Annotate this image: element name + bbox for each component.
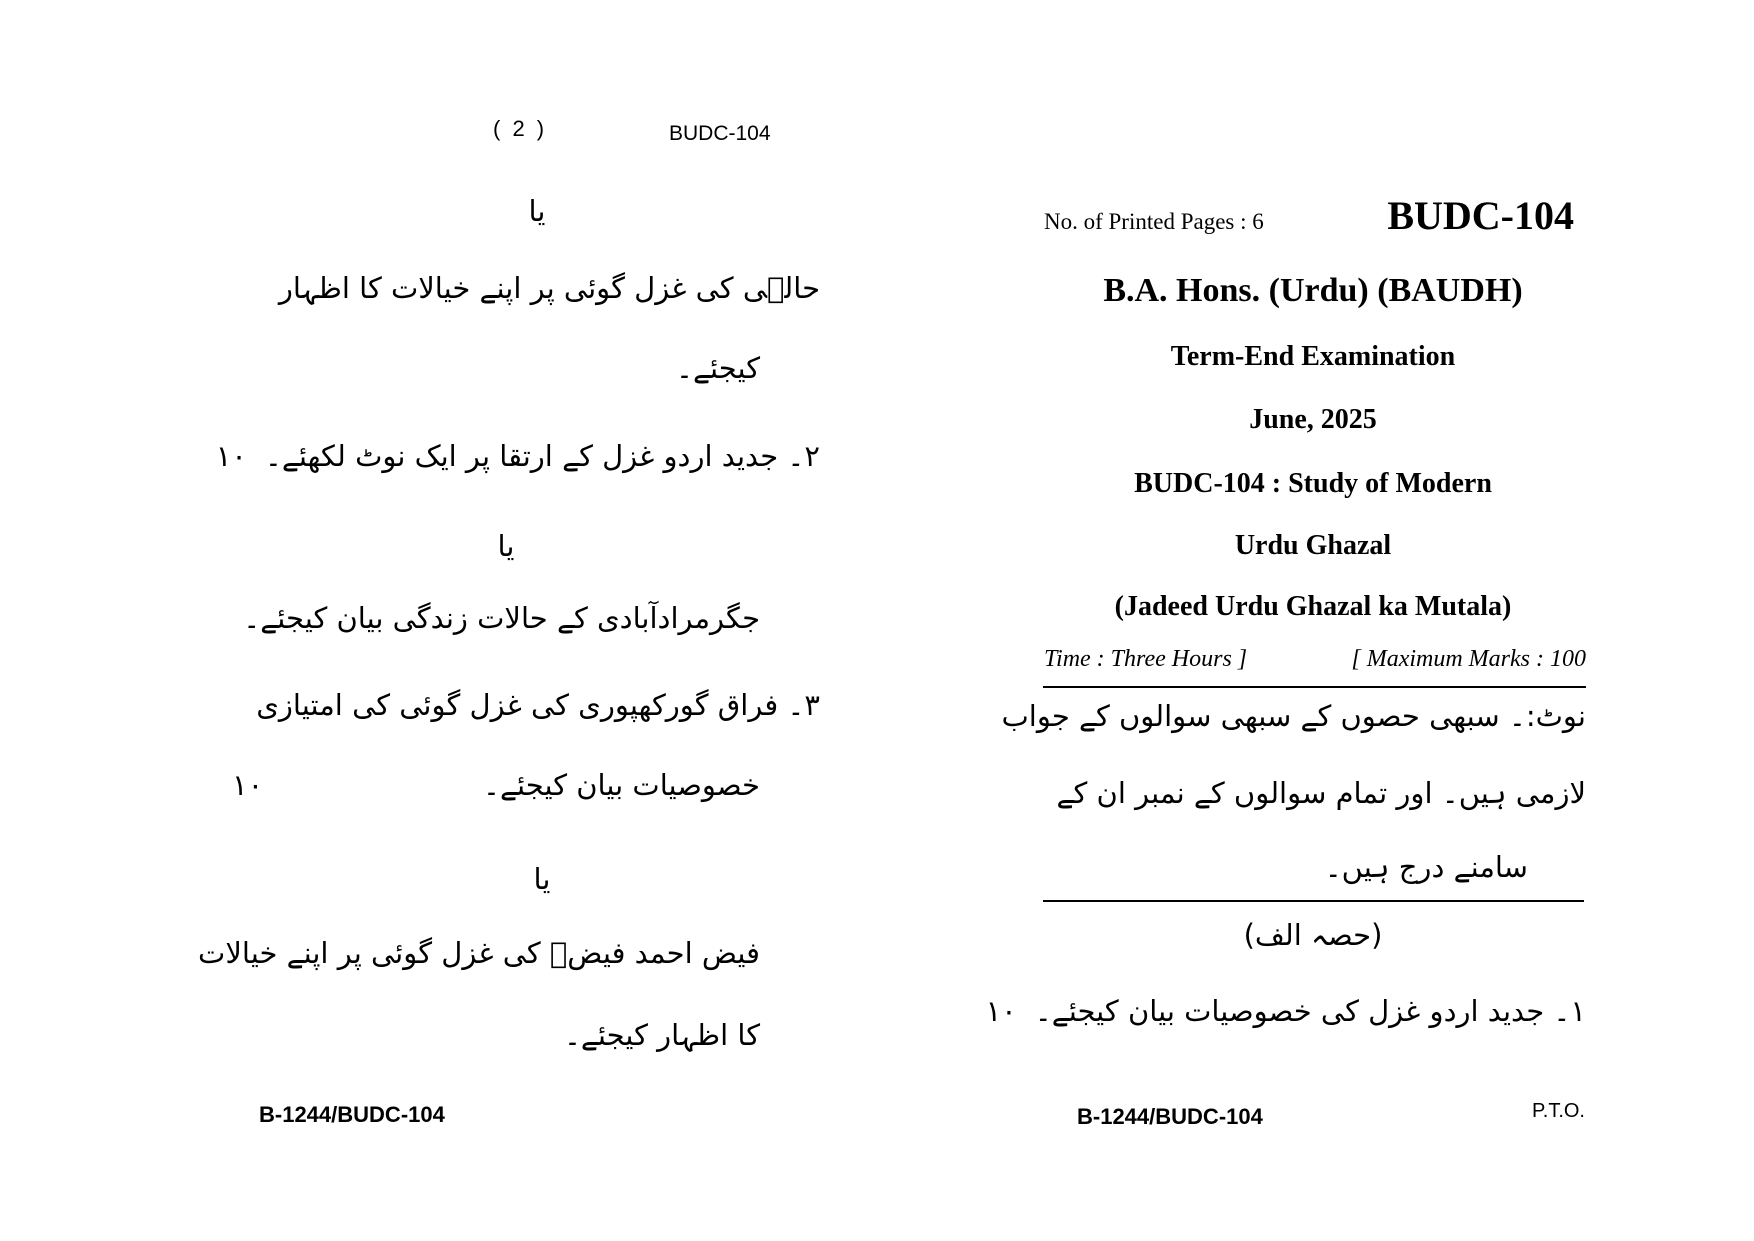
question-1-row: [985, 994, 1586, 1029]
footer-code: B-1244/BUDC-104: [259, 1102, 445, 1127]
or-divider: یا: [528, 194, 546, 228]
time-marks-row: [1044, 646, 1586, 673]
question-2-row: [215, 439, 820, 474]
please-turn-over: P.T.O.: [1532, 1100, 1585, 1122]
question-line: کیجئے۔: [675, 351, 760, 385]
instructions-line: سامنے درج ہیں۔: [1324, 850, 1528, 884]
instructions-line: لازمی ہیں۔ اور تمام سوالوں کے نمبر ان کے: [1056, 776, 1586, 810]
course-title: Urdu Ghazal: [1234, 530, 1392, 561]
question-1: ١۔ جدید اردو غزل کی خصوصیات بیان کیجئے۔: [1034, 994, 1586, 1028]
exam-title: Term-End Examination: [1170, 341, 1456, 372]
course-title: BUDC-104 : Study of Modern: [1134, 468, 1492, 499]
course-title-urdu-transliteration: (Jadeed Urdu Ghazal ka Mutala): [1114, 591, 1512, 622]
question-1-marks: ١٠: [985, 994, 1017, 1028]
question-line: خصوصیات بیان کیجئے۔: [483, 768, 760, 802]
question-3-marks: ١٠: [232, 768, 264, 802]
or-divider: یا: [533, 862, 551, 896]
or-divider: یا: [497, 529, 515, 563]
question-line: کا اظہار کیجئے۔: [563, 1018, 760, 1052]
instructions-line: نوٹ:۔ سبھی حصوں کے سبھی سوالوں کے جواب: [1001, 699, 1586, 733]
footer-code: B-1244/BUDC-104: [1077, 1104, 1263, 1129]
question-line: حالؔی کی غزل گوئی پر اپنے خیالات کا اظہار: [278, 271, 820, 305]
maximum-marks: [ Maximum Marks : 100: [1351, 646, 1586, 672]
printed-pages: No. of Printed Pages : 6: [1044, 209, 1264, 234]
course-code: BUDC-104: [1387, 193, 1574, 238]
question-3: ٣۔ فراق گورکھپوری کی غزل گوئی کی امتیازی: [256, 688, 820, 722]
section-heading: (حصہ الف): [1243, 918, 1383, 952]
programme-title: B.A. Hons. (Urdu) (BAUDH): [1103, 272, 1523, 309]
header-course-code: BUDC-104: [669, 122, 771, 145]
divider: [1043, 686, 1586, 688]
exam-session: June, 2025: [1249, 404, 1377, 435]
question-line: فیض احمد فیضؔ کی غزل گوئی پر اپنے خیالات: [198, 936, 760, 970]
question-2: ٢۔ جدید اردو غزل کے ارتقا پر ایک نوٹ لکھئے۔: [264, 439, 820, 473]
question-3-row: [232, 768, 760, 803]
header-row: [1044, 192, 1574, 239]
question-2-marks: ١٠: [215, 439, 247, 473]
question-line: جگرمرادآبادی کے حالات زندگی بیان کیجئے۔: [243, 601, 760, 635]
exam-time: Time : Three Hours ]: [1044, 646, 1248, 672]
divider: [1043, 900, 1584, 902]
page-number: ( 2 ): [493, 116, 545, 141]
